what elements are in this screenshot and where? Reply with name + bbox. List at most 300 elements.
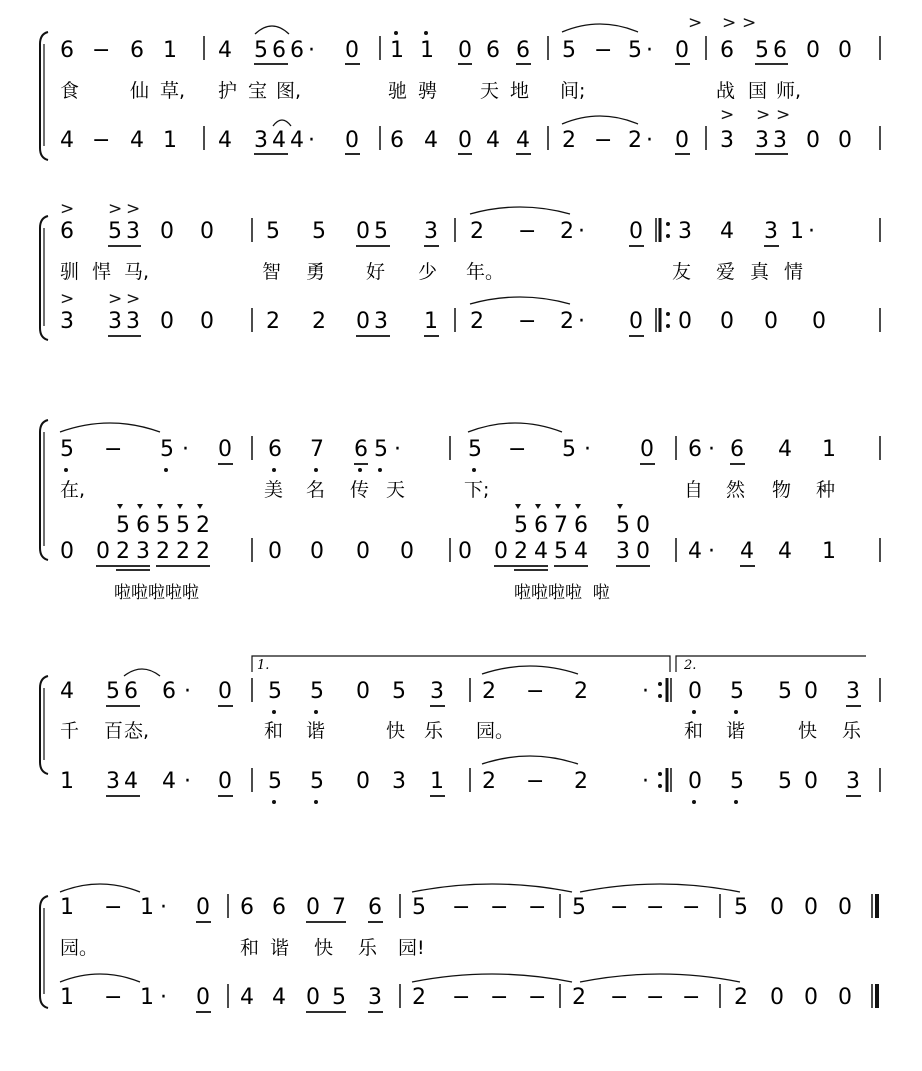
svg-text:6: 6 (272, 38, 286, 63)
svg-text:2: 2 (196, 513, 210, 538)
svg-text:种: 种 (816, 479, 836, 501)
svg-text:−: − (528, 895, 547, 920)
svg-text:谐: 谐 (270, 937, 290, 959)
svg-text:6: 6 (240, 895, 254, 920)
svg-text:爱: 爱 (716, 261, 736, 283)
svg-text:·: · (646, 38, 653, 63)
svg-text:然: 然 (726, 479, 746, 501)
svg-text:3: 3 (126, 309, 140, 334)
svg-text:·: · (184, 679, 191, 704)
svg-text:0: 0 (196, 895, 210, 920)
svg-text:>: > (720, 105, 735, 125)
svg-text:2: 2 (734, 985, 748, 1010)
lower-part (60, 769, 860, 794)
svg-text:2: 2 (482, 769, 496, 794)
svg-text:0: 0 (400, 539, 414, 564)
svg-text:0: 0 (675, 128, 689, 153)
svg-text:5: 5 (628, 38, 642, 63)
svg-text:6: 6 (534, 513, 548, 538)
svg-text:百: 百 (104, 720, 124, 742)
svg-text:>: > (108, 289, 123, 309)
svg-text:5: 5 (514, 513, 528, 538)
svg-text:0: 0 (838, 985, 852, 1010)
lower-part (60, 985, 852, 1010)
svg-text:情: 情 (784, 261, 804, 283)
svg-text:0: 0 (345, 38, 359, 63)
svg-text:5: 5 (554, 539, 568, 564)
svg-text:天: 天 (480, 80, 500, 102)
svg-text:0: 0 (812, 309, 826, 334)
svg-text:名: 名 (306, 479, 326, 501)
svg-text:4: 4 (162, 769, 176, 794)
svg-text:3: 3 (430, 679, 444, 704)
svg-text:仙: 仙 (130, 80, 150, 102)
svg-text:−: − (594, 38, 613, 63)
svg-text:3: 3 (678, 219, 692, 244)
system-brace (40, 420, 48, 560)
svg-text:4: 4 (218, 38, 232, 63)
svg-text:>: > (742, 13, 757, 33)
svg-text:4: 4 (688, 539, 702, 564)
svg-text:−: − (92, 128, 111, 153)
svg-text:和: 和 (240, 937, 260, 959)
svg-text:0: 0 (804, 679, 818, 704)
svg-text:3: 3 (254, 128, 268, 153)
svg-text:4: 4 (290, 128, 304, 153)
svg-text:0: 0 (804, 985, 818, 1010)
svg-text:2: 2 (266, 309, 280, 334)
svg-text:5: 5 (332, 985, 346, 1010)
svg-text:1: 1 (790, 219, 804, 244)
svg-text:6: 6 (720, 38, 734, 63)
svg-text:国: 国 (748, 80, 768, 102)
svg-text:6: 6 (354, 437, 368, 462)
svg-text:>: > (776, 105, 791, 125)
svg-text:物: 物 (772, 479, 792, 501)
svg-text:0: 0 (458, 539, 472, 564)
svg-text:6: 6 (730, 437, 744, 462)
system-brace (40, 676, 48, 774)
svg-text:·: · (182, 437, 189, 462)
svg-text:5: 5 (310, 769, 324, 794)
svg-text:0: 0 (356, 219, 370, 244)
svg-text:0: 0 (458, 38, 472, 63)
svg-text:间;: 间; (560, 80, 586, 102)
svg-text:0: 0 (356, 309, 370, 334)
svg-text:4: 4 (218, 128, 232, 153)
svg-text:2: 2 (176, 539, 190, 564)
svg-text:5: 5 (778, 769, 792, 794)
svg-text:0: 0 (356, 679, 370, 704)
svg-text:5: 5 (730, 679, 744, 704)
svg-text:图,: 图, (276, 80, 302, 102)
svg-text:0: 0 (306, 985, 320, 1010)
svg-text:下;: 下; (464, 479, 490, 501)
upper-part (60, 679, 860, 704)
svg-text:0: 0 (268, 539, 282, 564)
svg-text:师,: 师, (776, 80, 802, 102)
svg-text:·: · (808, 219, 815, 244)
svg-text:3: 3 (368, 985, 382, 1010)
svg-text:0: 0 (804, 769, 818, 794)
svg-text:3: 3 (60, 309, 74, 334)
svg-text:4: 4 (720, 219, 734, 244)
svg-text:和: 和 (684, 720, 704, 742)
svg-text:−: − (526, 679, 545, 704)
svg-text:1: 1 (420, 38, 434, 63)
svg-text:1: 1 (60, 895, 74, 920)
system-brace (40, 216, 48, 340)
svg-text:0: 0 (458, 128, 472, 153)
svg-text:0: 0 (720, 309, 734, 334)
svg-text:4: 4 (574, 539, 588, 564)
lyrics-line (60, 937, 425, 959)
svg-text:0: 0 (356, 539, 370, 564)
svg-text:驯: 驯 (60, 261, 80, 283)
svg-text:4: 4 (424, 128, 438, 153)
svg-text:5: 5 (106, 679, 120, 704)
lower-part (60, 128, 852, 153)
sub-lyrics-b: 啦啦啦啦 啦 (514, 583, 610, 603)
svg-text:·: · (394, 437, 401, 462)
svg-text:5: 5 (156, 513, 170, 538)
svg-text:0: 0 (160, 219, 174, 244)
svg-text:0: 0 (218, 679, 232, 704)
svg-text:5: 5 (268, 679, 282, 704)
svg-text:2: 2 (156, 539, 170, 564)
svg-text:2: 2 (470, 219, 484, 244)
svg-text:护: 护 (218, 80, 238, 102)
svg-text:0: 0 (804, 895, 818, 920)
svg-text:3: 3 (136, 539, 150, 564)
svg-text:6: 6 (130, 38, 144, 63)
svg-text:−: − (452, 985, 471, 1010)
svg-text:3: 3 (764, 219, 778, 244)
svg-text:1: 1 (390, 38, 404, 63)
svg-text:4: 4 (534, 539, 548, 564)
svg-text:1: 1 (140, 895, 154, 920)
svg-text:−: − (92, 38, 111, 63)
svg-text:7: 7 (332, 895, 346, 920)
svg-text:3: 3 (616, 539, 630, 564)
svg-text:乐: 乐 (424, 720, 444, 742)
svg-text:2: 2 (572, 985, 586, 1010)
svg-text:0: 0 (200, 219, 214, 244)
svg-text:3: 3 (720, 128, 734, 153)
svg-text:0: 0 (675, 38, 689, 63)
svg-text:2: 2 (514, 539, 528, 564)
svg-text:园。: 园。 (60, 937, 99, 959)
svg-text:−: − (518, 309, 537, 334)
svg-text:0: 0 (356, 769, 370, 794)
lyrics-line (60, 479, 835, 501)
svg-text:−: − (104, 437, 123, 462)
svg-text:0: 0 (838, 38, 852, 63)
svg-text:5: 5 (616, 513, 630, 538)
lyrics-line (60, 80, 801, 102)
svg-text:5: 5 (562, 437, 576, 462)
svg-text:3: 3 (755, 128, 769, 153)
svg-text:−: − (518, 219, 537, 244)
svg-text:−: − (528, 985, 547, 1010)
svg-text:2: 2 (412, 985, 426, 1010)
svg-text:4: 4 (778, 539, 792, 564)
svg-text:5: 5 (176, 513, 190, 538)
svg-text:6: 6 (60, 38, 74, 63)
svg-text:−: − (490, 895, 509, 920)
svg-text:5: 5 (778, 679, 792, 704)
svg-text:4: 4 (130, 128, 144, 153)
svg-text:·: · (642, 769, 649, 794)
svg-text:0: 0 (636, 513, 650, 538)
svg-text:驰: 驰 (388, 80, 408, 102)
svg-text:智: 智 (262, 261, 282, 283)
svg-text:2: 2 (560, 309, 574, 334)
svg-text:−: − (526, 769, 545, 794)
svg-text:4: 4 (124, 769, 138, 794)
svg-text:园。: 园。 (476, 720, 515, 742)
svg-text:3: 3 (108, 309, 122, 334)
svg-text:乐: 乐 (842, 720, 862, 742)
svg-text:快: 快 (798, 720, 818, 742)
svg-text:5: 5 (572, 895, 586, 920)
svg-text:谐: 谐 (306, 720, 326, 742)
svg-text:5: 5 (734, 895, 748, 920)
svg-text:>: > (126, 199, 141, 219)
svg-text:2: 2 (470, 309, 484, 334)
svg-text:快: 快 (386, 720, 406, 742)
svg-text:−: − (508, 437, 527, 462)
svg-text:骋: 骋 (418, 80, 438, 102)
lyrics-line (60, 261, 803, 283)
lower-marks (96, 538, 880, 570)
svg-text:5: 5 (254, 38, 268, 63)
svg-text:0: 0 (806, 38, 820, 63)
svg-text:2: 2 (628, 128, 642, 153)
svg-text:−: − (104, 985, 123, 1010)
svg-text:5: 5 (60, 437, 74, 462)
svg-text:0: 0 (306, 895, 320, 920)
svg-text:−: − (682, 985, 701, 1010)
svg-text:4: 4 (486, 128, 500, 153)
svg-text:园!: 园! (398, 937, 425, 959)
svg-text:·: · (160, 985, 167, 1010)
svg-text:·: · (646, 128, 653, 153)
svg-text:>: > (688, 13, 703, 33)
svg-text:在,: 在, (60, 479, 86, 501)
svg-text:1: 1 (140, 985, 154, 1010)
svg-text:6: 6 (162, 679, 176, 704)
svg-text:少: 少 (418, 261, 438, 283)
svg-text:0: 0 (218, 769, 232, 794)
svg-text:6: 6 (773, 38, 787, 63)
svg-text:3: 3 (374, 309, 388, 334)
svg-text:1: 1 (822, 437, 836, 462)
svg-text:0: 0 (96, 539, 110, 564)
svg-text:0: 0 (160, 309, 174, 334)
svg-text:1: 1 (822, 539, 836, 564)
lower-part (60, 539, 836, 564)
svg-text:0: 0 (629, 219, 643, 244)
svg-text:3: 3 (773, 128, 787, 153)
volta-brackets (252, 656, 866, 672)
svg-text:谐: 谐 (726, 720, 746, 742)
svg-text:−: − (610, 895, 629, 920)
svg-text:5: 5 (160, 437, 174, 462)
svg-text:·: · (578, 309, 585, 334)
system-3 (40, 420, 880, 603)
svg-text:6: 6 (574, 513, 588, 538)
svg-text:3: 3 (106, 769, 120, 794)
svg-text:>: > (60, 199, 75, 219)
svg-text:4: 4 (516, 128, 530, 153)
volta-2-label: 2. (684, 658, 697, 673)
svg-text:·: · (708, 539, 715, 564)
svg-text:0: 0 (688, 679, 702, 704)
system-brace (40, 32, 48, 160)
svg-text:1: 1 (60, 769, 74, 794)
svg-text:0: 0 (629, 309, 643, 334)
upper-part (60, 895, 852, 920)
svg-text:5: 5 (310, 679, 324, 704)
svg-text:0: 0 (345, 128, 359, 153)
svg-text:>: > (722, 13, 737, 33)
svg-text:2: 2 (574, 769, 588, 794)
svg-text:6: 6 (516, 38, 530, 63)
svg-text:4: 4 (272, 128, 286, 153)
svg-text:0: 0 (838, 895, 852, 920)
svg-text:7: 7 (310, 437, 324, 462)
svg-text:7: 7 (554, 513, 568, 538)
system-5 (40, 884, 877, 1012)
svg-text:2: 2 (482, 679, 496, 704)
system-1 (40, 13, 880, 160)
svg-text:0: 0 (310, 539, 324, 564)
svg-text:5: 5 (374, 219, 388, 244)
svg-text:勇: 勇 (306, 261, 326, 283)
svg-text:和: 和 (264, 720, 284, 742)
lyrics-line (60, 720, 862, 742)
svg-text:传: 传 (350, 479, 370, 501)
svg-text:0: 0 (770, 985, 784, 1010)
svg-text:6: 6 (268, 437, 282, 462)
svg-text:·: · (642, 679, 649, 704)
svg-text:6: 6 (60, 219, 74, 244)
system-brace (40, 896, 48, 1008)
svg-text:−: − (594, 128, 613, 153)
svg-text:2: 2 (312, 309, 326, 334)
svg-text:0: 0 (806, 128, 820, 153)
svg-text:0: 0 (764, 309, 778, 334)
svg-text:4: 4 (240, 985, 254, 1010)
staccato-marks (117, 504, 623, 509)
svg-text:>: > (60, 289, 75, 309)
svg-text:2: 2 (116, 539, 130, 564)
sub-lyrics-a: 啦啦啦啦啦 (114, 583, 199, 603)
svg-text:6: 6 (486, 38, 500, 63)
upper-part (60, 437, 836, 462)
svg-text:0: 0 (494, 539, 508, 564)
svg-text:·: · (308, 128, 315, 153)
svg-text:4: 4 (740, 539, 754, 564)
svg-text:3: 3 (846, 679, 860, 704)
svg-text:宝: 宝 (248, 80, 268, 102)
svg-text:1: 1 (163, 128, 177, 153)
svg-text:3: 3 (126, 219, 140, 244)
svg-text:·: · (708, 437, 715, 462)
svg-text:5: 5 (392, 679, 406, 704)
svg-text:5: 5 (730, 769, 744, 794)
svg-text:天: 天 (386, 479, 406, 501)
svg-text:−: − (104, 895, 123, 920)
svg-text:6: 6 (688, 437, 702, 462)
svg-text:6: 6 (290, 38, 304, 63)
svg-text:草,: 草, (160, 80, 186, 102)
upper-part (60, 219, 815, 244)
svg-text:年。: 年。 (466, 261, 505, 283)
svg-text:>: > (756, 105, 771, 125)
svg-text:3: 3 (424, 219, 438, 244)
svg-text:−: − (452, 895, 471, 920)
svg-text:6: 6 (368, 895, 382, 920)
svg-text:>: > (126, 289, 141, 309)
system-4 (40, 656, 880, 804)
system-2 (40, 199, 880, 340)
svg-text:0: 0 (218, 437, 232, 462)
svg-text:2: 2 (574, 679, 588, 704)
svg-text:1: 1 (424, 309, 438, 334)
svg-text:2: 2 (562, 128, 576, 153)
svg-text:0: 0 (640, 437, 654, 462)
svg-text:0: 0 (200, 309, 214, 334)
svg-text:友: 友 (672, 261, 692, 283)
svg-text:1: 1 (163, 38, 177, 63)
svg-text:·: · (160, 895, 167, 920)
svg-text:5: 5 (374, 437, 388, 462)
svg-text:1: 1 (430, 769, 444, 794)
svg-text:5: 5 (108, 219, 122, 244)
svg-text:悍: 悍 (92, 261, 112, 283)
svg-text:−: − (490, 985, 509, 1010)
svg-text:5: 5 (266, 219, 280, 244)
svg-text:6: 6 (390, 128, 404, 153)
svg-text:0: 0 (838, 128, 852, 153)
svg-text:·: · (308, 38, 315, 63)
svg-text:食: 食 (60, 80, 80, 102)
upper-part (60, 38, 852, 63)
svg-text:·: · (578, 219, 585, 244)
svg-text:6: 6 (136, 513, 150, 538)
svg-text:−: − (646, 895, 665, 920)
svg-text:美: 美 (264, 479, 284, 501)
svg-text:3: 3 (846, 769, 860, 794)
svg-text:自: 自 (684, 479, 704, 501)
svg-text:−: − (682, 895, 701, 920)
svg-text:5: 5 (755, 38, 769, 63)
lower-upper-voice (116, 513, 650, 538)
svg-text:0: 0 (678, 309, 692, 334)
svg-text:4: 4 (60, 679, 74, 704)
svg-text:2: 2 (560, 219, 574, 244)
svg-text:0: 0 (636, 539, 650, 564)
svg-text:5: 5 (468, 437, 482, 462)
svg-text:5: 5 (268, 769, 282, 794)
svg-text:5: 5 (312, 219, 326, 244)
svg-text:−: − (646, 985, 665, 1010)
svg-text:·: · (184, 769, 191, 794)
svg-text:2: 2 (196, 539, 210, 564)
svg-text:地: 地 (510, 80, 530, 102)
